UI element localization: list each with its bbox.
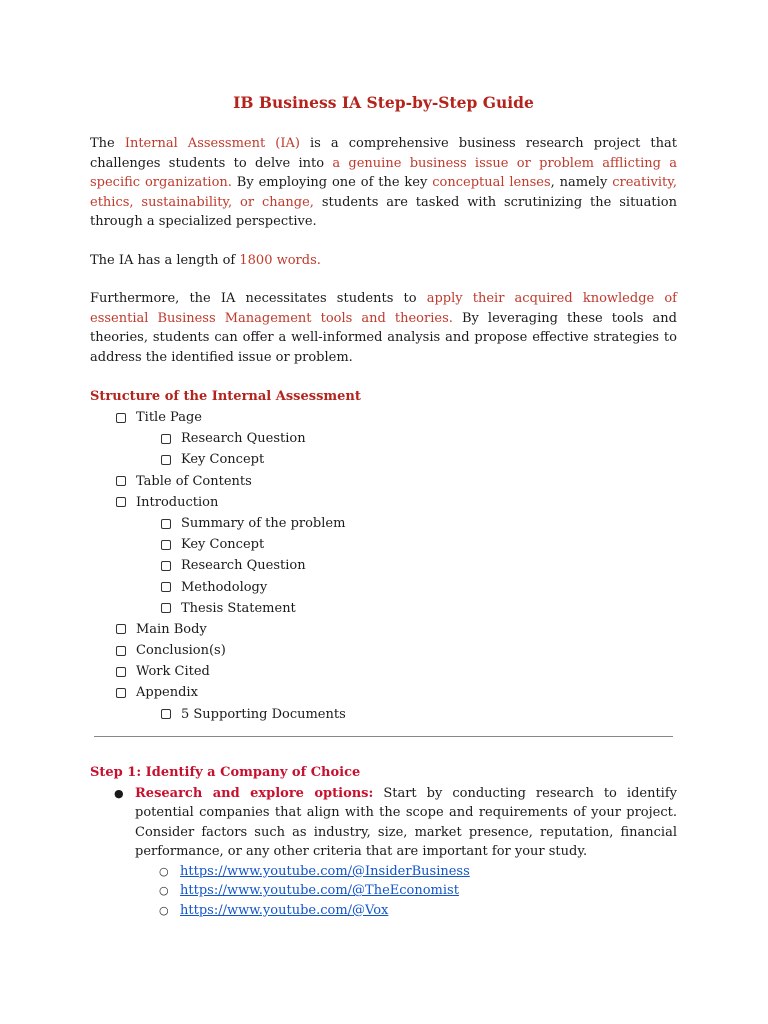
checklist-label: Methodology [181, 579, 268, 595]
intro-text: is a comprehensive business research project that challenges students to delve into [90, 136, 677, 171]
word-count: 1800 words. [239, 252, 321, 268]
youtube-link[interactable]: https://www.youtube.com/@InsiderBusiness [180, 863, 470, 879]
checkbox-icon[interactable] [116, 688, 126, 698]
intro-text: By employing one of the key [231, 175, 433, 190]
checklist-item[interactable] [90, 407, 677, 428]
checkbox-icon[interactable] [116, 413, 126, 423]
checkbox-icon[interactable] [161, 540, 171, 550]
checkbox-icon[interactable] [161, 455, 171, 465]
step1-heading: Step 1: Identify a Company of Choice [90, 764, 361, 780]
checklist-item[interactable] [90, 661, 677, 682]
intro-text: , namely [550, 175, 613, 190]
link-item [90, 901, 677, 921]
list-item [90, 784, 677, 862]
intro-highlight: creativity, ethics, sustainability, or change, [90, 175, 677, 210]
checklist-label: Summary of the problem [181, 515, 346, 531]
circle-bullet-icon: ○ [159, 903, 169, 917]
checklist-item[interactable] [90, 577, 677, 598]
tools-highlight: apply their acquired knowledge of essential Business Management tools and theories. [90, 291, 677, 326]
checklist-item[interactable] [90, 513, 677, 534]
tools-paragraph [90, 289, 677, 367]
checklist-label: Conclusion(s) [136, 643, 226, 659]
checklist-label: Table of Contents [136, 473, 252, 489]
circle-bullet-icon: ○ [159, 884, 169, 898]
checklist-label: 5 Supporting Documents [181, 706, 346, 722]
checkbox-icon[interactable] [116, 497, 126, 507]
checkbox-icon[interactable] [161, 561, 171, 571]
length-paragraph [90, 251, 677, 271]
intro-text: students are tasked with scrutinizing the situation through a specialized perspective. [90, 194, 677, 229]
checklist-label: Appendix [136, 685, 198, 701]
checklist-label: Introduction [136, 494, 219, 510]
checklist-label: Thesis Statement [181, 600, 296, 616]
checklist-label: Research Question [181, 558, 306, 574]
resource-links [90, 862, 677, 921]
checklist-item[interactable] [90, 449, 677, 470]
checklist-item[interactable] [90, 704, 677, 725]
page-title: IB Business IA Step-by-Step Guide [233, 93, 534, 112]
checklist-item[interactable] [90, 428, 677, 449]
checkbox-icon[interactable] [116, 624, 126, 634]
structure-checklist [90, 407, 677, 725]
checklist-item[interactable] [90, 492, 677, 513]
structure-heading: Structure of the Internal Assessment [90, 389, 361, 404]
intro-text: The [90, 136, 125, 151]
youtube-link[interactable]: https://www.youtube.com/@TheEconomist [180, 883, 459, 899]
checklist-item[interactable] [90, 598, 677, 619]
checklist-label: Main Body [136, 621, 207, 637]
intro-paragraph [90, 134, 677, 232]
checklist-item[interactable] [90, 619, 677, 640]
length-text: The IA has a length of [90, 252, 240, 268]
bullet-text [135, 784, 677, 862]
circle-bullet-icon: ○ [159, 864, 169, 878]
checklist-item[interactable] [90, 555, 677, 576]
checklist-label: Work Cited [136, 664, 210, 680]
checkbox-icon[interactable] [161, 709, 171, 719]
checkbox-icon[interactable] [116, 646, 126, 656]
checkbox-icon[interactable] [161, 603, 171, 613]
checklist-item[interactable] [90, 471, 677, 492]
bullet-icon: ● [114, 786, 124, 800]
divider [94, 736, 673, 737]
bullet-body: Start by conducting research to identify potential companies that align with the scope and requirements of your project. Consider factors such as industry, size, market presence, reputation, financial performance, or any other criteria that are important for your study. [135, 785, 677, 860]
checkbox-icon[interactable] [116, 667, 126, 677]
checkbox-icon[interactable] [161, 434, 171, 444]
checklist-item[interactable] [90, 682, 677, 703]
intro-highlight: Internal Assessment (IA) [124, 136, 300, 151]
checklist-label: Title Page [136, 410, 202, 425]
document-page [90, 92, 677, 920]
tools-text: Furthermore, the IA necessitates students to [90, 291, 427, 306]
bullet-label: Research and explore options: [135, 785, 374, 801]
link-item [90, 881, 677, 901]
checklist-label: Key Concept [181, 537, 265, 553]
tools-text: By leveraging these tools and theories, students can offer a well-informed analysis and propose effective strategies to address the identified issue or problem. [90, 310, 677, 365]
checkbox-icon[interactable] [116, 476, 126, 486]
intro-highlight: a genuine business issue or problem afflicting a specific organization. [90, 155, 677, 190]
checklist-label: Key Concept [181, 452, 265, 468]
checklist-item[interactable] [90, 640, 677, 661]
checklist-label: Research Question [181, 431, 306, 447]
checklist-item[interactable] [90, 534, 677, 555]
checkbox-icon[interactable] [161, 582, 171, 592]
link-item [90, 862, 677, 882]
youtube-link[interactable]: https://www.youtube.com/@Vox [180, 902, 389, 918]
intro-highlight: conceptual lenses [432, 175, 551, 190]
checkbox-icon[interactable] [161, 519, 171, 529]
